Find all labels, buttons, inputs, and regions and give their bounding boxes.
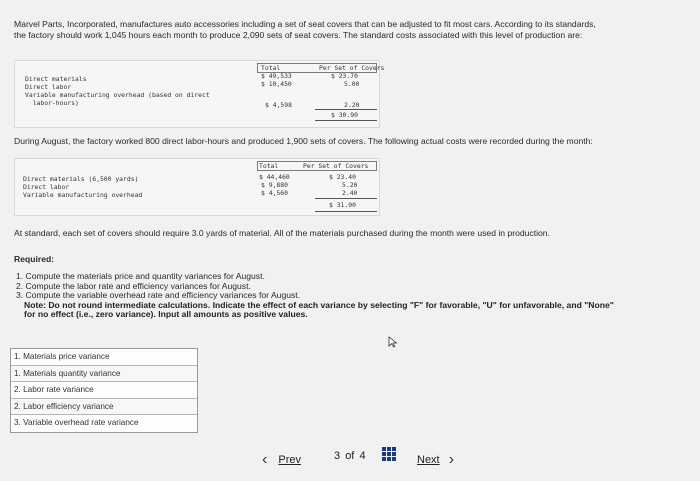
mouse-cursor-icon <box>388 336 398 348</box>
standard-row-label: Variable manufacturing overhead (based on direct <box>25 91 210 99</box>
standard-row-label: labor-hours) <box>25 99 79 107</box>
actual-row-total: $ 9,880 <box>261 181 288 189</box>
intro-line-2: the factory should work 1,045 hours each month to produce 2,090 sets of seat covers. The standard costs associated with this level of production are: <box>14 30 583 40</box>
page-indicator[interactable] <box>334 450 366 462</box>
grid-icon[interactable] <box>382 447 396 461</box>
intro-line-1: Marvel Parts, Incorporated, manufactures auto accessories including a set of seat covers that can be adjusted to fit most cars. According to its standards, <box>14 19 596 29</box>
next-button[interactable] <box>417 450 454 468</box>
grid-cell <box>382 452 386 456</box>
standard-header-per-set: Per Set of Covers <box>319 64 385 72</box>
actual-row-per-set: 5.20 <box>342 181 358 189</box>
standard-row-per-set: 2.20 <box>344 101 360 109</box>
grid-cell <box>382 447 386 451</box>
actual-row-label: Direct labor <box>23 183 70 191</box>
required-label: Required: <box>14 254 55 264</box>
standard-row-per-set: $ 23.70 <box>331 72 358 80</box>
prev-label: Prev <box>278 454 302 466</box>
page-of: of <box>345 450 355 462</box>
standard-row-total: $ 4,598 <box>265 101 292 109</box>
answer-tabs-table <box>10 348 198 433</box>
requirement-item: 3. Compute the variable overhead rate and efficiency variances for August. <box>16 290 301 301</box>
standard-note: At standard, each set of covers should require 3.0 yards of material. All of the materials purchased during the month were used in production. <box>14 228 550 238</box>
actual-header-total: Total <box>259 162 279 170</box>
prev-button[interactable] <box>262 450 301 468</box>
standard-header-total: Total <box>261 64 281 72</box>
note-line-2: for no effect (i.e., zero variance). Input all amounts as positive values. <box>24 309 308 320</box>
actual-sum: $ 31.00 <box>329 201 356 209</box>
standard-row-label: Direct materials <box>25 75 87 83</box>
actual-row-label: Direct materials (6,500 yards) <box>23 175 139 183</box>
standard-row-total: $ 49,533 <box>261 72 292 80</box>
standard-row-label: Direct labor <box>25 83 72 91</box>
grid-cell <box>387 447 391 451</box>
tab-labor-efficiency-variance[interactable]: 2. Labor efficiency variance <box>11 399 197 416</box>
page-current: 3 <box>334 450 341 462</box>
grid-cell <box>387 457 391 461</box>
august-paragraph: During August, the factory worked 800 direct labor-hours and produced 1,900 sets of covers. The following actual costs were recorded during the month: <box>14 136 593 146</box>
grid-cell <box>387 452 391 456</box>
chevron-left-icon: ‹ <box>262 451 268 468</box>
actual-header-per-set: Per Set of Covers <box>303 162 369 170</box>
requirements-list <box>16 272 614 320</box>
tab-materials-price-variance[interactable]: 1. Materials price variance <box>11 349 197 366</box>
actual-row-per-set: 2.40 <box>342 189 358 197</box>
grid-cell <box>382 457 386 461</box>
grid-cell <box>392 447 396 451</box>
grid-cell <box>392 452 396 456</box>
actual-row-per-set: $ 23.40 <box>329 173 356 181</box>
note-line-1: Note: Do not round intermediate calculations. Indicate the effect of each variance by selecting "F" for favorable, "U" for unfavorable, and "None" <box>24 299 614 310</box>
tab-materials-quantity-variance[interactable]: 1. Materials quantity variance <box>11 366 197 383</box>
tab-labor-rate-variance[interactable]: 2. Labor rate variance <box>11 382 197 399</box>
actual-row-total: $ 4,560 <box>261 189 288 197</box>
chevron-right-icon: › <box>448 451 455 468</box>
standard-row-per-set: 5.00 <box>344 80 360 88</box>
next-label: Next <box>417 454 440 466</box>
actual-sum-double-line <box>315 211 377 212</box>
grid-cell <box>392 457 396 461</box>
page-total: 4 <box>359 450 366 462</box>
actual-row-total: $ 44,460 <box>259 173 290 181</box>
actual-cost-table <box>14 158 380 216</box>
standard-row-total: $ 10,450 <box>261 80 292 88</box>
standard-cost-table <box>14 60 385 128</box>
actual-row-label: Variable manufacturing overhead <box>23 191 143 199</box>
tab-variable-overhead-rate-variance[interactable]: 3. Variable overhead rate variance <box>11 415 197 432</box>
requirement-item: 1. Compute the materials price and quantity variances for August. <box>16 271 265 281</box>
requirement-item: 2. Compute the labor rate and efficiency variances for August. <box>16 280 251 291</box>
actual-sum-line <box>315 198 377 199</box>
standard-sum-line <box>315 109 377 110</box>
standard-sum-double-line <box>315 120 377 121</box>
standard-sum: $ 30.90 <box>331 111 358 119</box>
